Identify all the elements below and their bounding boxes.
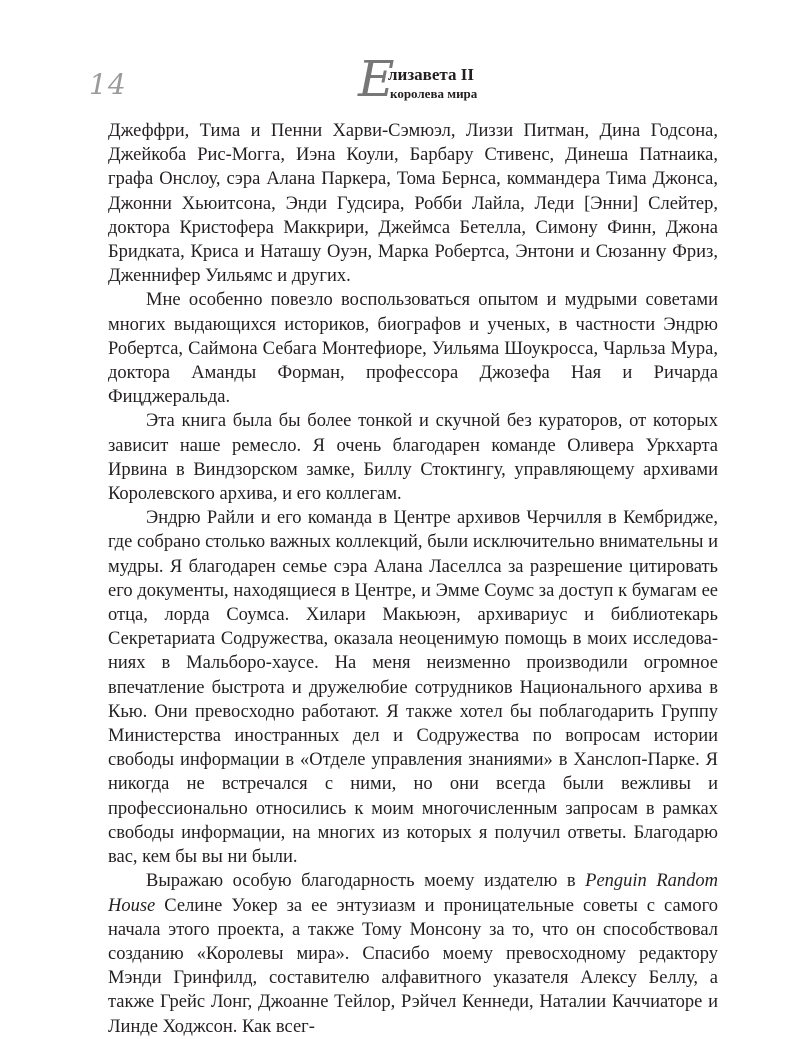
paragraph-3: Эта книга была бы более тонкой и скучной без кураторов, от которых зависит наше ремесло. Я очень благодарен команде Оливера Уркхарта Ирвина в Виндзорском замке, Биллу Стоктингу, управляющему архивами Королевского архива, и его коллегам. xyxy=(108,411,718,505)
running-head-initial: Е xyxy=(358,50,395,108)
paragraph-5-lead: Выражаю особую благодарность моему издателю в xyxy=(146,871,586,892)
running-head-title: лизавета II xyxy=(388,65,474,84)
paragraph-2: Мне особенно повезло воспользоваться опытом и мудрыми советами многих выдающихся историков, биографов и ученых, в частности Эндрю Робертса, Саймона Себага Монтефиоре, Уильяма Шоукросса, Чарльза Мура, доктора Аманды Форман, профессора Джозефа Ная и Ричарда Фицджеральда. xyxy=(108,290,718,408)
publisher-name: Penguin Random House xyxy=(108,871,719,916)
running-head xyxy=(358,50,518,108)
paragraph-5-rest: Селине Уокер за ее энтузиазм и проницательные советы с самого начала этого проекта, а также Тому Монсону за то, что он способствовал созданию «Королевы мира». Спасибо моему превосходному редактору Мэнди Гринфилд, составителю алфавитного указателя Алексу Беллу, а также Грейс Лонг, Джоанне Тейлор, Рэйчел Кеннеди, Наталии Каччиаторе и Линде Ходжсон. Как всег- xyxy=(108,895,718,1037)
body-text xyxy=(108,119,718,1039)
running-head-subtitle: королева мира xyxy=(390,86,478,101)
paragraph-4: Эндрю Райли и его команда в Центре архивов Черчилля в Кембридже, где собрано столько важных коллекций, были исключительно внимательны и мудры. Я благодарен семье сэра Алана Ласеллса за разрешение цитировать его документы, находящиеся в Центре, и Эмме Соумс за доступ к бумагам ее отца, лорда Соумса. Хилари Макьюэн, архивариус и библиотекарь Секретариата Содружества, оказала неоценимую помощь в моих исследованиях в Мальборо-хаусе. На меня неизменно производили огромное впечатление быстрота и дружелюбие сотрудников Национального архива в Кью. Они превосходно работают. Я также хотел бы поблагодарить Группу Министерства иностранных дел и Содружества по вопросам истории свободы информации в «Отделе управления знаниями» в Ханслоп-Парке. Я никогда не встречался с ними, но они всегда были вежливы и профессионально относились к моим многочисленным запросам в рамках свободы информации, на многих из которых я получил ответы. Благодарю вас, кем бы вы ни были. xyxy=(108,508,718,868)
paragraph-1: Джеффри, Тима и Пенни Харви-Сэмюэл, Лиззи Питман, Дина Годсона, Джейкоба Рис-Могга, Иэна Коули, Барбару Стивенс, Динеша Патнаика, графа Онслоу, сэра Алана Паркера, Тома Бернса, коммандера Тима Джонса, Джонни Хьюитсона, Энди Гудсира, Робби Лайла, Леди [Энни] Слейтер, доктора Кристофера Маккрири, Джеймса Бетелла, Симону Финн, Джона Бридката, Криса и Наташу Оуэн, Марка Робертса, Энтони и Сюзанну Фриз, Дженнифер Уильямс и других. xyxy=(108,121,718,287)
page-number: 14 xyxy=(89,68,127,101)
paragraph-5 xyxy=(108,869,718,1038)
